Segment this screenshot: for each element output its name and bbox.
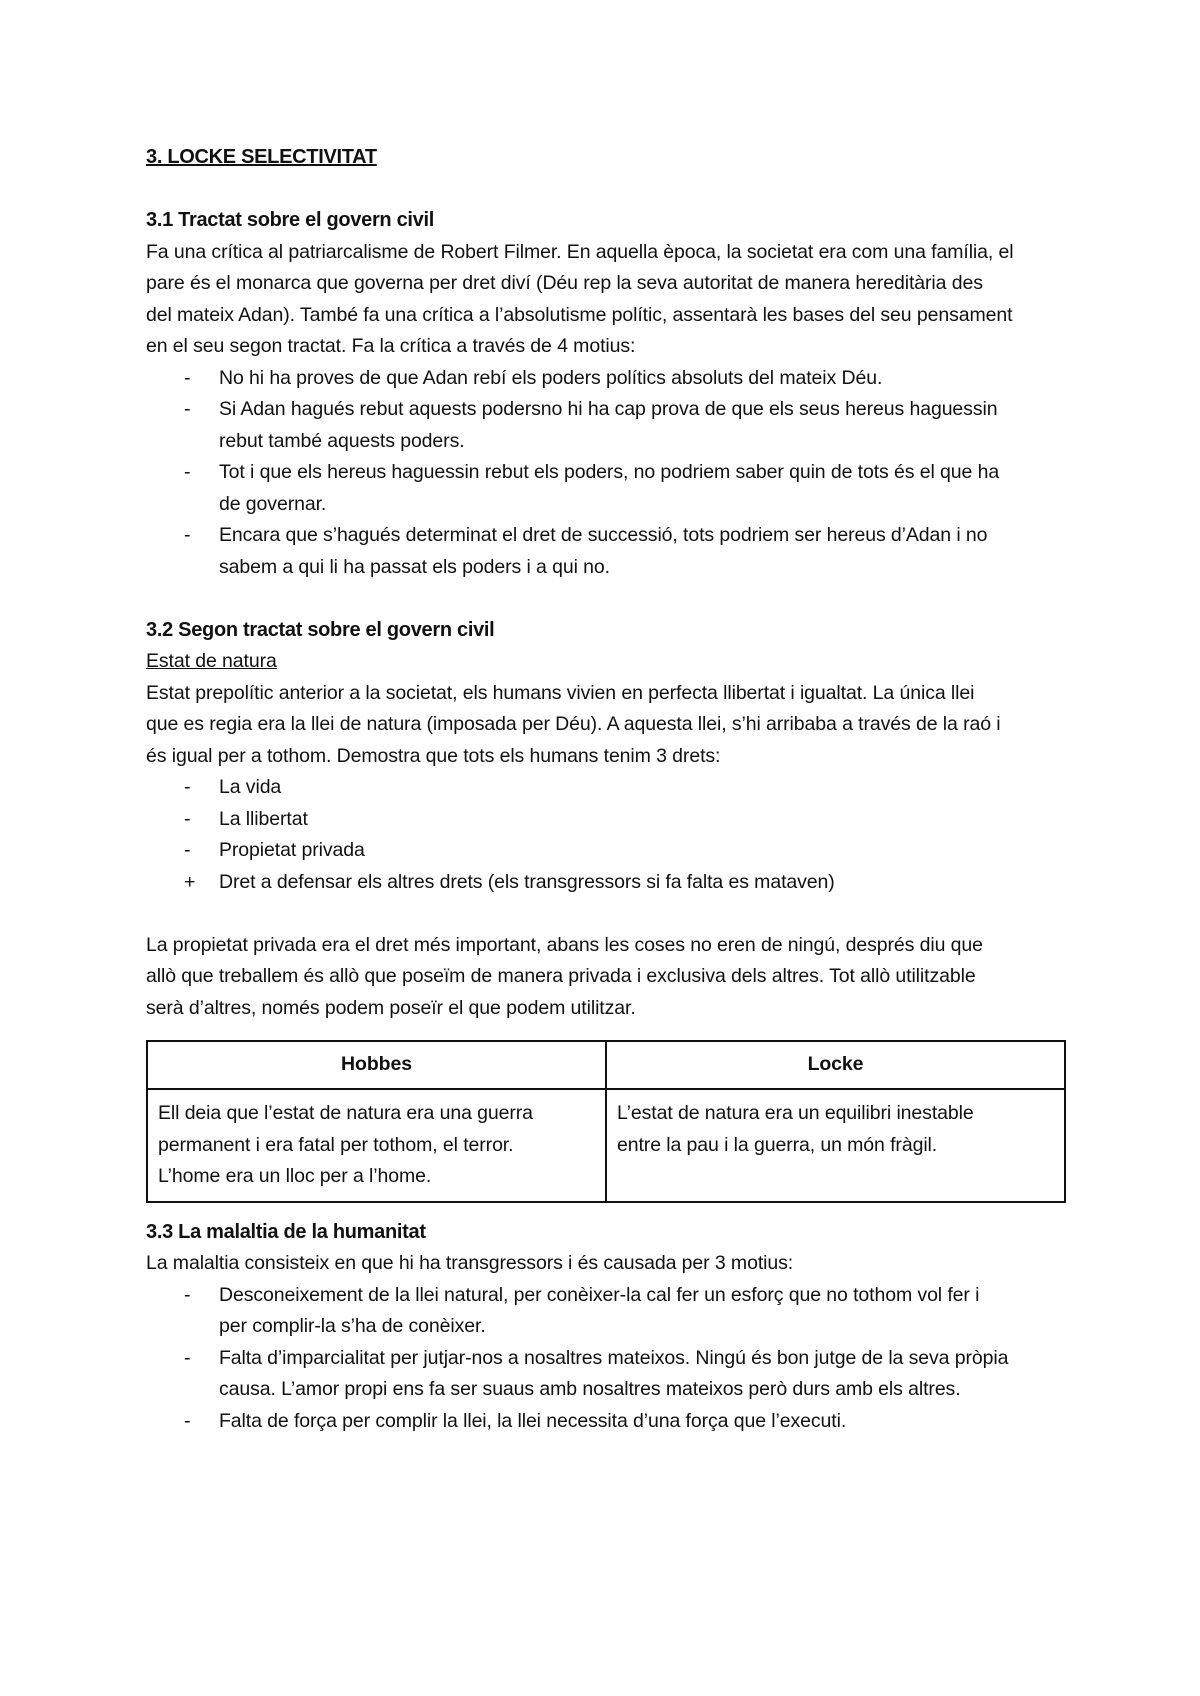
text-line: pare és el monarca que governa per dret diví (Déu rep la seva autoritat de manera hereditària des [146, 272, 983, 294]
causes-list [146, 1280, 1066, 1438]
list-item: - Desconeixement de la llei natural, per conèixer-la cal fer un esforç que no tothom vol fer i [184, 1283, 980, 1306]
property-paragraph [146, 930, 1066, 1025]
list-item: - Si Adan hagués rebut aquests podersno hi ha cap prova de que els seus hereus haguessin [184, 398, 998, 420]
table-row [147, 1089, 1065, 1202]
list-item: - Falta de força per complir la llei, la llei necessita d’una força que l’executi. [184, 1409, 847, 1432]
text-line: La malaltia consisteix en que hi ha transgressors i és causada per 3 motius: [146, 1252, 794, 1274]
section-3-2-paragraph [146, 678, 1066, 773]
section-3-1-paragraph [146, 237, 1066, 363]
section-heading-3-1: 3.1 Tractat sobre el govern civil [146, 209, 435, 231]
list-item-continuation: causa. L’amor propi ens fa ser suaus amb nosaltres mateixos però durs amb els altres. [219, 1378, 961, 1400]
table-header-row [147, 1041, 1065, 1089]
document-body [146, 142, 1066, 1437]
subheading-estat-de-natura: Estat de natura [146, 650, 277, 672]
text-line: del mateix Adan). També fa una crítica a l’absolutisme polític, assentarà les bases del seu pensament [146, 303, 1013, 326]
text-line: allò que treballem és allò que poseïm de manera privada i exclusiva dels altres. Tot allò utilitzable [146, 965, 976, 987]
text-line: Estat prepolític anterior a la societat, els humans vivien en perfecta llibertat i igualtat. La única llei [146, 681, 975, 704]
list-item: - Propietat privada [184, 839, 365, 861]
list-item: - Encara que s’hagués determinat el dret de successió, tots podriem ser hereus d’Adan i no [184, 524, 988, 546]
text-line: Fa una crítica al patriarcalisme de Robert Filmer. En aquella època, la societat era com una família, el [146, 240, 1014, 263]
motives-list [146, 363, 1066, 584]
text-line: La propietat privada era el dret més important, abans les coses no eren de ningú, després diu que [146, 933, 983, 956]
rights-list [146, 772, 1066, 898]
table-header-locke: Locke [606, 1041, 1065, 1089]
list-item: - Tot i que els hereus haguessin rebut els poders, no podriem saber quin de tots és el que ha [184, 461, 1000, 483]
list-item: - Falta d’imparcialitat per jutjar-nos a nosaltres mateixos. Ningú és bon jutge de la seva pròpia [184, 1346, 1009, 1369]
hobbes-locke-table [146, 1040, 1066, 1203]
section-heading-3-3: 3.3 La malaltia de la humanitat [146, 1220, 426, 1243]
list-item-continuation: rebut també aquests poders. [219, 429, 465, 452]
table-cell-hobbes: Ell deia que l’estat de natura era una guerra permanent i era fatal per tothom, el terror. L’home era un lloc per a l’home. [147, 1089, 606, 1202]
text-line: que es regia era la llei de natura (imposada per Déu). A aquesta llei, s’hi arribaba a través de la raó i [146, 713, 1001, 735]
list-item: + Dret a defensar els altres drets (els transgressors si fa falta es mataven) [184, 870, 835, 893]
text-line: serà d’altres, només podem poseïr el que podem utilitzar. [146, 996, 636, 1019]
list-item: - La vida [184, 776, 282, 798]
list-item-continuation: sabem a qui li ha passat els poders i a qui no. [219, 555, 610, 578]
text-line: és igual per a tothom. Demostra que tots els humans tenim 3 drets: [146, 744, 721, 767]
list-item-continuation: per complir-la s’ha de conèixer. [219, 1315, 486, 1337]
table-cell-locke: L’estat de natura era un equilibri inestable entre la pau i la guerra, un món fràgil. [606, 1089, 1065, 1202]
table-header-hobbes: Hobbes [147, 1041, 606, 1089]
text-line: en el seu segon tractat. Fa la crítica a través de 4 motius: [146, 335, 636, 357]
list-item: - No hi ha proves de que Adan rebí els poders polítics absoluts del mateix Déu. [184, 366, 883, 389]
section-heading-3-2: 3.2 Segon tractat sobre el govern civil [146, 618, 495, 641]
list-item: - La llibertat [184, 807, 308, 830]
document-title: 3. LOCKE SELECTIVITAT [146, 146, 377, 168]
list-item-continuation: de governar. [219, 492, 327, 515]
